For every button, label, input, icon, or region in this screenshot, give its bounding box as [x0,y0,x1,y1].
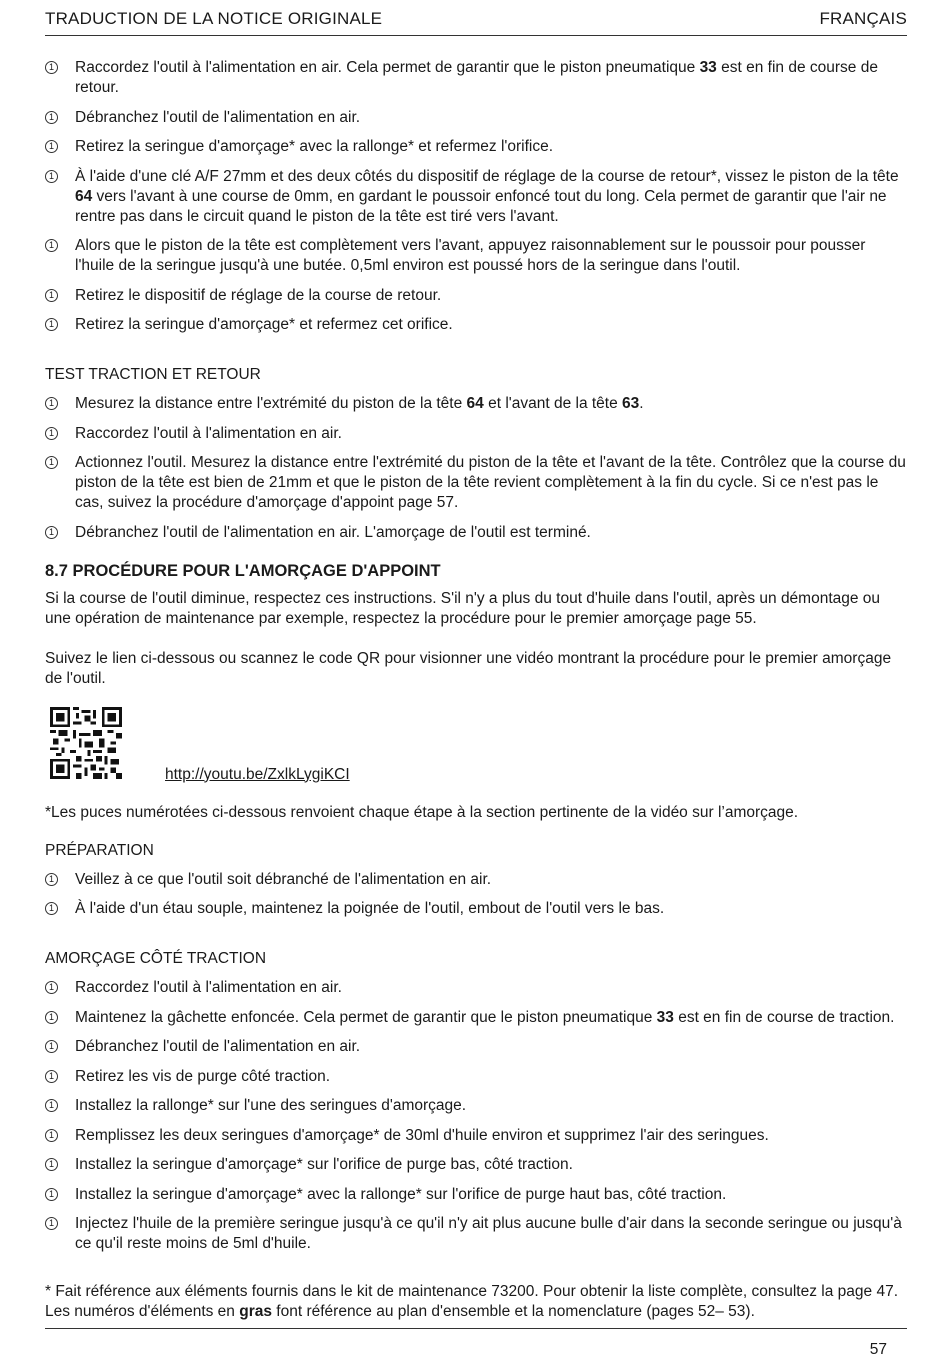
step-item [45,1126,907,1146]
step-text: Alors que le piston de la tête est complètement vers l'avant, appuyez raisonnablement sur le poussoir pour pousser l'huile de la seringue jusqu'à une butée. 0,5ml environ est poussé hors de la seringue dans l'outil. [75,237,866,274]
step-number-icon: 1 [45,318,58,331]
step-item [45,1155,907,1175]
steps-test-list [45,394,907,543]
step-text: Injectez l'huile de la première seringue jusqu'à ce qu'il n'y ait plus aucune bulle d'air dans la seconde seringue ou jusqu'à ce qu'il reste moins de 5ml d'huile. [75,1215,902,1252]
video-paragraph: Suivez le lien ci-dessous ou scannez le code QR pour visionner une vidéo montrant la procédure pour le premier amorçage de l'outil. [45,649,892,687]
step-number-icon: 1 [45,1217,58,1230]
step-item [45,424,907,444]
step-item [45,58,907,98]
footnote-line-2: Les numéros d'éléments en gras font référence au plan d'ensemble et la nomenclature (pages 52– 53). [45,1303,755,1320]
bold-reference: gras [239,1303,272,1320]
bold-reference: 64 [466,395,484,412]
step-item [45,1037,907,1057]
section-heading: 8.7 PROCÉDURE POUR L'AMORÇAGE D'APPOINT [45,561,441,580]
step-text: Débranchez l'outil de l'alimentation en air. L'amorçage de l'outil est terminé. [75,523,591,541]
traction-section-label: AMORÇAGE CÔTÉ TRACTION [45,950,267,967]
footnote [45,1282,907,1322]
page-number: 57 [869,1341,887,1358]
video-link[interactable]: http://youtu.be/ZxlkLygiKCI [165,765,350,783]
step-number-icon: 1 [45,427,58,440]
step-number-icon: 1 [45,170,58,183]
step-item [45,1067,907,1087]
step-item [45,286,907,306]
bullets-note: *Les puces numérotées ci-dessous renvoient chaque étape à la section pertinente de la vidéo sur l’amorçage. [45,803,799,821]
bold-reference: 33 [699,59,717,76]
step-number-icon: 1 [45,981,58,994]
step-text: Débranchez l'outil de l'alimentation en air. [75,108,361,126]
step-number-icon: 1 [45,239,58,252]
bold-reference: 33 [656,1008,674,1026]
step-text: Installez la seringue d'amorçage* avec la rallonge* sur l'orifice de purge haut bas, côté traction. [75,1185,727,1203]
test-section-label: TEST TRACTION ET RETOUR [45,366,261,383]
page-header [45,8,907,36]
steps-prep-list [45,870,907,920]
step-text: Raccordez l'outil à l'alimentation en air. [75,979,342,996]
step-number-icon: 1 [45,397,58,410]
step-item [45,1008,907,1028]
step-item [45,453,907,513]
footnote-line-1: * Fait référence aux éléments fournis dans le kit de maintenance 73200. Pour obtenir la liste complète, consultez la page 47. [45,1283,898,1300]
step-text: Retirez la seringue d'amorçage* et refermez cet orifice. [75,316,453,333]
step-item [45,137,907,157]
step-number-icon: 1 [45,1011,58,1024]
footer-divider [45,1328,907,1329]
step-item [45,1214,907,1254]
step-item [45,394,907,414]
steps-traction-list [45,978,907,1254]
step-number-icon: 1 [45,289,58,302]
step-number-icon: 1 [45,902,58,915]
step-number-icon: 1 [45,456,58,469]
step-number-icon: 1 [45,1040,58,1053]
step-text: Actionnez l'outil. Mesurez la distance entre l'extrémité du piston de la tête et l'avant de la tête. Contrôlez que la course du piston de la tête est bien de 21mm et que le piston de la tête revient complètement à la fin du cycle. Si ce n'est pas le cas, suivez la procédure d'amorçage d'appoint page 57. [75,454,906,511]
step-item [45,870,907,890]
header-title: TRADUCTION DE LA NOTICE ORIGINALE [45,9,383,28]
step-text: Débranchez l'outil de l'alimentation en air. [75,1038,361,1055]
step-text: Installez la seringue d'amorçage* sur l'orifice de purge bas, côté traction. [75,1156,573,1173]
step-text: Retirez la seringue d'amorçage* avec la rallonge* et refermez l'orifice. [75,138,554,155]
step-text: Veillez à ce que l'outil soit débranché de l'alimentation en air. [75,870,492,888]
page-content [45,58,907,1322]
step-text: Remplissez les deux seringues d'amorçage* de 30ml d'huile environ et supprimez l'air des seringues. [75,1126,769,1144]
step-item [45,899,907,919]
step-text: Maintenez la gâchette enfoncée. Cela permet de garantir que le piston pneumatique 33 est en fin de course de traction. [75,1008,895,1026]
step-item [45,236,907,276]
step-item [45,1096,907,1116]
step-number-icon: 1 [45,526,58,539]
step-item [45,523,907,543]
step-number-icon: 1 [45,1070,58,1083]
step-item [45,978,907,998]
prep-section-label: PRÉPARATION [45,841,154,859]
step-number-icon: 1 [45,140,58,153]
step-number-icon: 1 [45,111,58,124]
step-number-icon: 1 [45,1129,58,1142]
step-item [45,167,907,227]
step-text: À l'aide d'une clé A/F 27mm et des deux côtés du dispositif de réglage de la course de retour*, vissez le piston de la tête 64 vers l'avant à une course de 0mm, en gardant le poussoir enfoncé tout du long. Cela permet de garantir que l'air ne rentre pas dans le circuit quand le piston de la tête est tiré vers l'avant. [75,167,899,225]
step-text: Retirez le dispositif de réglage de la course de retour. [75,286,442,304]
step-item [45,315,907,335]
step-number-icon: 1 [45,1158,58,1171]
step-text: Retirez les vis de purge côté traction. [75,1067,331,1085]
step-number-icon: 1 [45,61,58,74]
step-text: À l'aide d'un étau souple, maintenez la poignée de l'outil, embout de l'outil vers le bas. [75,900,665,917]
step-number-icon: 1 [45,1188,58,1201]
step-item [45,1185,907,1205]
bold-reference: 64 [75,187,93,205]
step-text: Raccordez l'outil à l'alimentation en air. Cela permet de garantir que le piston pneumatique 33 est en fin de course de retour. [75,59,878,96]
qr-row [45,707,907,787]
header-language: FRANÇAIS [819,9,907,28]
intro-paragraph: Si la course de l'outil diminue, respectez ces instructions. S'il n'y a plus du tout d'huile dans l'outil, après un démontage ou une opération de maintenance par exemple, respectez la procédure pour le premier amorçage page 55. [45,589,881,627]
steps-top-list [45,58,907,335]
qr-code-icon[interactable] [50,707,122,779]
step-number-icon: 1 [45,1099,58,1112]
step-number-icon: 1 [45,873,58,886]
bold-reference: 63 [622,395,640,412]
step-item [45,108,907,128]
step-text: Raccordez l'outil à l'alimentation en air. [75,424,342,442]
step-text: Mesurez la distance entre l'extrémité du piston de la tête 64 et l'avant de la tête 63. [75,395,644,412]
step-text: Installez la rallonge* sur l'une des seringues d'amorçage. [75,1097,467,1114]
